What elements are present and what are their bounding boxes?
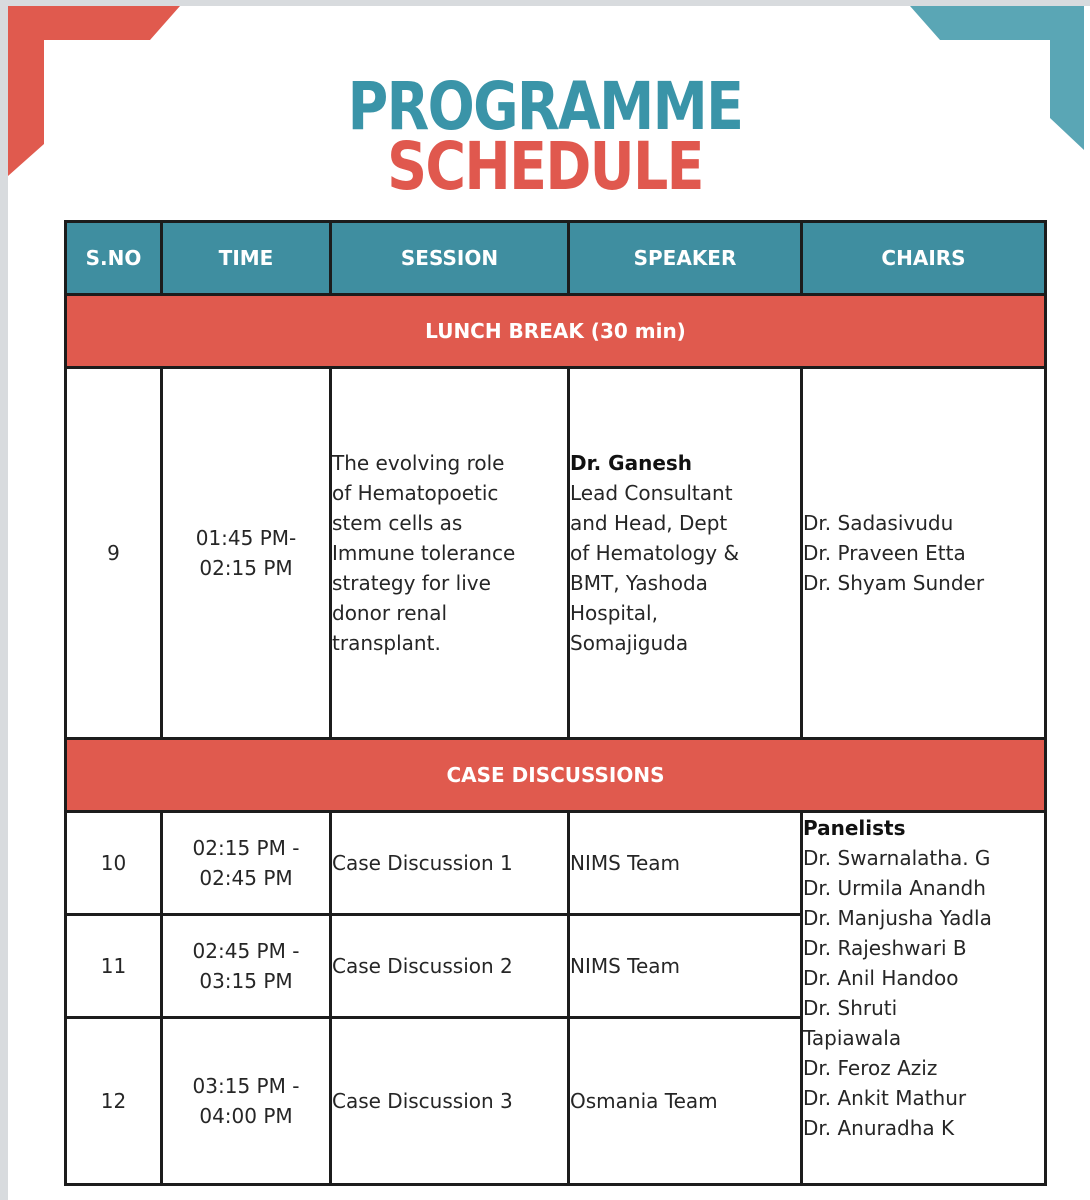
- time-cell: [162, 915, 331, 1018]
- sno-cell: 10: [66, 812, 162, 915]
- chair-name: Dr. Sadasivudu: [803, 511, 954, 535]
- speaker-detail-line: Lead Consultant: [570, 481, 733, 505]
- speaker-name: Dr. Ganesh: [570, 451, 693, 475]
- panelist-name: Dr. Urmila Anandh: [803, 876, 986, 900]
- speaker-cell: NIMS Team: [569, 812, 802, 915]
- speaker-detail-line: BMT, Yashoda: [570, 571, 708, 595]
- header-speaker: SPEAKER: [569, 222, 802, 295]
- time-end: 02:15 PM: [199, 556, 293, 580]
- header-session: SESSION: [331, 222, 569, 295]
- speaker-cell: [569, 368, 802, 739]
- title-line-2: SCHEDULE: [387, 128, 703, 205]
- panelist-name: Dr. Feroz Aziz: [803, 1056, 938, 1080]
- session-line: The evolving role: [332, 451, 505, 475]
- header-sno: S.NO: [66, 222, 162, 295]
- session-line: stem cells as: [332, 511, 463, 535]
- speaker-detail-line: and Head, Dept: [570, 511, 728, 535]
- lunch-break-row: [66, 295, 1046, 368]
- table-row: [66, 812, 1046, 915]
- panelists-label: Panelists: [803, 816, 906, 840]
- time-cell: [162, 1018, 331, 1185]
- sno-cell: 11: [66, 915, 162, 1018]
- panelist-name: Dr. Manjusha Yadla: [803, 906, 992, 930]
- panelist-name: Dr. Ankit Mathur: [803, 1086, 967, 1110]
- panelist-name: Dr. Shruti: [803, 996, 898, 1020]
- time-end: 04:00 PM: [199, 1104, 293, 1128]
- panelist-name: Dr. Anil Handoo: [803, 966, 959, 990]
- time-cell: [162, 368, 331, 739]
- session-cell: [331, 368, 569, 739]
- time-end: 02:45 PM: [199, 866, 293, 890]
- table-row: [66, 368, 1046, 739]
- header-time: TIME: [162, 222, 331, 295]
- panelist-name: Tapiawala: [803, 1026, 902, 1050]
- header-row: [66, 222, 1046, 295]
- session-line: of Hematopoetic: [332, 481, 499, 505]
- speaker-detail-line: Somajiguda: [570, 631, 689, 655]
- time-start: 02:15 PM -: [192, 836, 300, 860]
- title-line-1: PROGRAMME: [347, 68, 743, 145]
- panelist-name: Dr. Swarnalatha. G: [803, 846, 991, 870]
- session-cell: Case Discussion 3: [331, 1018, 569, 1185]
- time-start: 02:45 PM -: [192, 939, 300, 963]
- speaker-detail-line: of Hematology &: [570, 541, 740, 565]
- sno-cell: 12: [66, 1018, 162, 1185]
- session-line: strategy for live: [332, 571, 491, 595]
- chair-name: Dr. Shyam Sunder: [803, 571, 985, 595]
- panelists-cell: [802, 812, 1046, 1185]
- session-cell: Case Discussion 2: [331, 915, 569, 1018]
- schedule-table: [64, 220, 1047, 1186]
- chair-name: Dr. Praveen Etta: [803, 541, 966, 565]
- panelist-name: Dr. Rajeshwari B: [803, 936, 967, 960]
- lunch-break-label: LUNCH BREAK (30 min): [66, 295, 1046, 368]
- header-chairs: CHAIRS: [802, 222, 1046, 295]
- panelist-name: Dr. Anuradha K: [803, 1116, 955, 1140]
- session-cell: Case Discussion 1: [331, 812, 569, 915]
- case-discussions-row: [66, 739, 1046, 812]
- session-line: transplant.: [332, 631, 441, 655]
- session-line: Immune tolerance: [332, 541, 516, 565]
- time-start: 03:15 PM -: [192, 1074, 300, 1098]
- chairs-cell: [802, 368, 1046, 739]
- speaker-cell: Osmania Team: [569, 1018, 802, 1185]
- session-line: donor renal: [332, 601, 447, 625]
- sno-cell: 9: [66, 368, 162, 739]
- time-start: 01:45 PM-: [195, 526, 297, 550]
- case-discussions-label: CASE DISCUSSIONS: [66, 739, 1046, 812]
- time-end: 03:15 PM: [199, 969, 293, 993]
- speaker-detail-line: Hospital,: [570, 601, 658, 625]
- speaker-cell: NIMS Team: [569, 915, 802, 1018]
- time-cell: [162, 812, 331, 915]
